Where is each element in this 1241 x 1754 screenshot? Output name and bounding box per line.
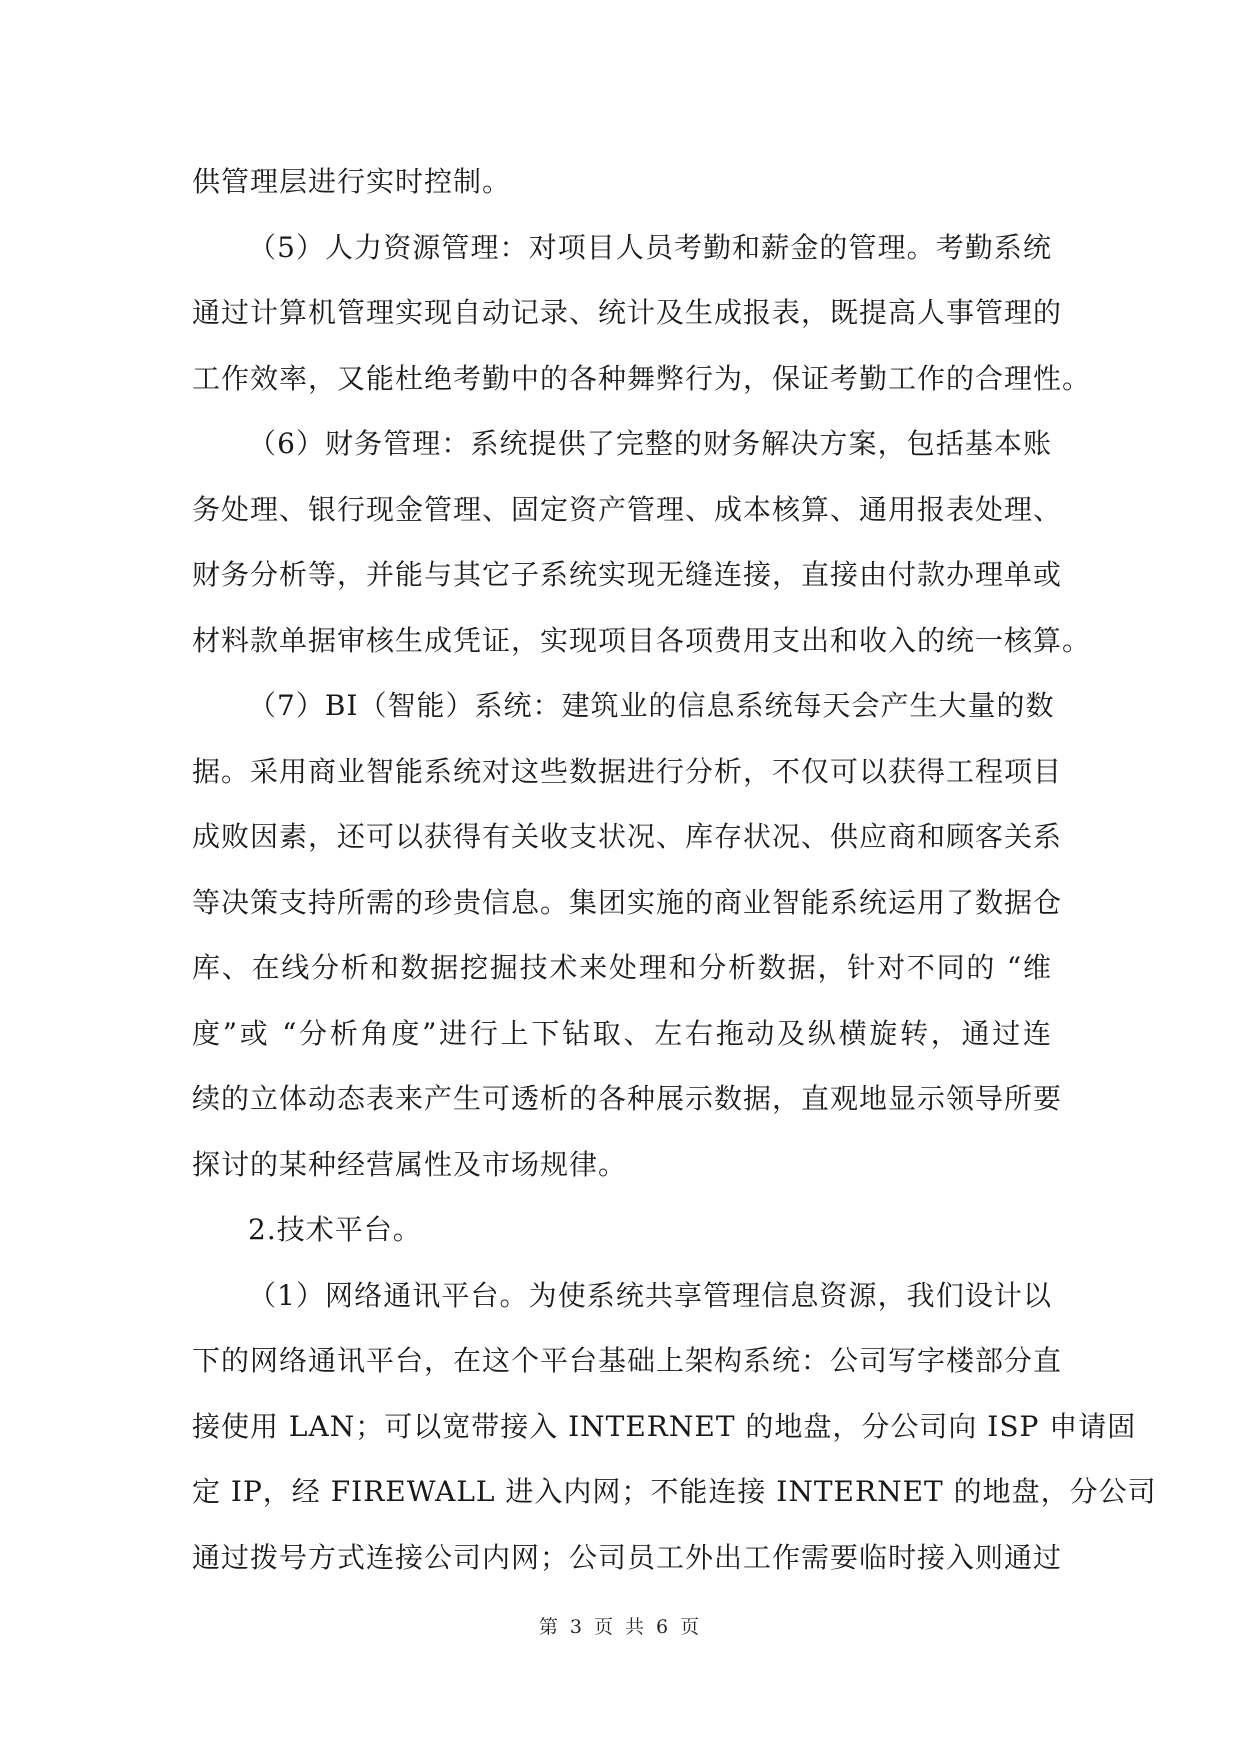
text-line: 通过计算机管理实现自动记录、统计及生成报表，既提高人事管理的 — [192, 296, 1063, 329]
text-line: 材料款单据审核生成凭证，实现项目各项费用支出和收入的统一核算。 — [192, 623, 1092, 657]
text-line: （7）BI（智能）系统：建筑业的信息系统每天会产生大量的数 — [248, 689, 1055, 722]
text-line: 探讨的某种经营属性及市场规律。 — [192, 1147, 628, 1181]
text-line: 成败因素，还可以获得有关收支状况、库存状况、供应商和顾客关系 — [192, 820, 1063, 853]
text-line: 接使用 LAN；可以宽带接入 INTERNET 的地盘，分公司向 ISP 申请固 — [192, 1409, 1137, 1443]
text-line: 下的网络通讯平台，在这个平台基础上架构系统：公司写字楼部分直 — [192, 1344, 1063, 1377]
body-text — [192, 152, 1157, 1593]
text-line: 定 IP，经 FIREWALL 进入内网；不能连接 INTERNET 的地盘，分公司 — [192, 1475, 1157, 1508]
text-line: 度”或 “分析角度”进行上下钻取、左右拖动及纵横旋转，通过连 — [192, 1016, 1052, 1050]
text-line: 据。采用商业智能系统对这些数据进行分析，不仅可以获得工程项目 — [192, 754, 1063, 788]
section-heading: 2.技术平台。 — [248, 1213, 422, 1246]
text-line: （5）人力资源管理：对项目人员考勤和薪金的管理。考勤系统 — [248, 230, 1052, 264]
text-line: 续的立体动态表来产生可透析的各种展示数据，直观地显示领导所要 — [192, 1082, 1063, 1115]
text-line: 财务分析等，并能与其它子系统实现无缝连接，直接由付款办理单或 — [192, 558, 1063, 591]
text-line: （6）财务管理：系统提供了完整的财务解决方案，包括基本账 — [248, 427, 1052, 460]
text-line: 库、在线分析和数据挖掘技术来处理和分析数据，针对不同的 “维 — [192, 951, 1052, 984]
text-line: 等决策支持所需的珍贵信息。集团实施的商业智能系统运用了数据仓 — [192, 885, 1063, 919]
text-line: （1）网络通讯平台。为使系统共享管理信息资源，我们设计以 — [248, 1278, 1052, 1312]
text-line: 工作效率，又能杜绝考勤中的各种舞弊行为，保证考勤工作的合理性。 — [192, 361, 1092, 395]
page-number-footer: 第 3 页 共 6 页 — [538, 1616, 703, 1638]
text-line: 通过拨号方式连接公司内网；公司员工外出工作需要临时接入则通过 — [192, 1540, 1063, 1574]
text-line: 供管理层进行实时控制。 — [192, 165, 512, 198]
text-line: 务处理、银行现金管理、固定资产管理、成本核算、通用报表处理、 — [192, 492, 1063, 526]
